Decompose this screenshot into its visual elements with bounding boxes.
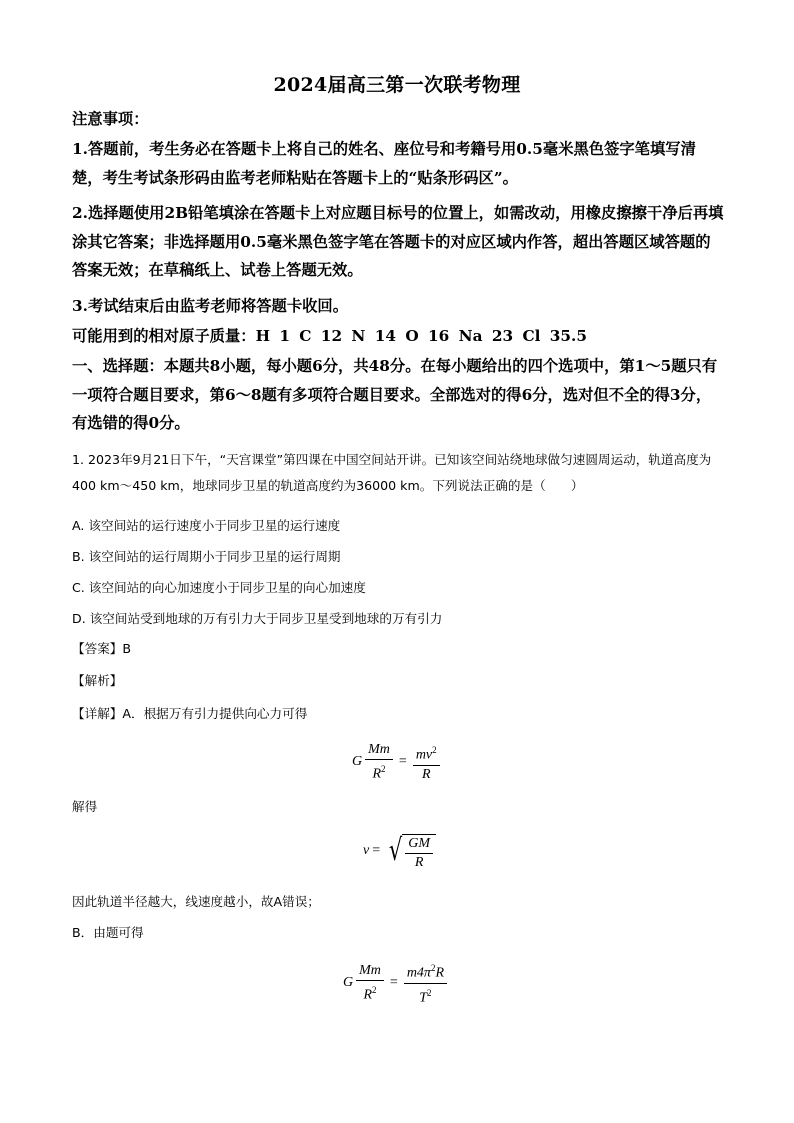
notice-item-3: 3.考试结束后由监考老师将答题卡收回。 <box>72 297 349 315</box>
b-intro: B．由题可得 <box>72 925 144 940</box>
formula-velocity <box>363 830 436 872</box>
formula-symbol: G <box>352 754 363 770</box>
fraction-denominator: R <box>414 855 424 870</box>
fraction-numerator: $mv^2$ <box>413 742 440 766</box>
section-heading-choice: 一、选择题：本题共8小题，每小题6分，共48分。在每小题给出的四个选项中，第1～5题只有一项符合题目要求，第6～8题有多项符合题目要求。全部选对的得6分，选对但不全的得3分，有选错的得0分。 <box>72 357 718 432</box>
fraction-denominator: $T^2$ <box>419 987 432 1006</box>
notice-item-1: 1.答题前，考生务必在答题卡上将自己的姓名、座位号和考籍号用0.5毫米黑色签字笔填写清楚，考生考试条形码由监考老师粘贴在答题卡上的“贴条形码区”。 <box>72 140 696 187</box>
formula-symbol: G <box>343 975 354 991</box>
notice-item-2: 2.选择题使用2B铅笔填涂在答题卡上对应题目标号的位置上，如需改动，用橡皮擦擦干净后再填涂其它答案；非选择题用0.5毫米黑色签字笔在答题卡的对应区域内作答，超出答题区域答题的答案无效；在草稿纸上、试卷上答题无效。 <box>72 204 724 279</box>
option-d: D. 该空间站受到地球的万有引力大于同步卫星受到地球的万有引力 <box>72 611 443 626</box>
formula-symbol: v <box>363 843 370 858</box>
answer-label: 【答案】B <box>72 641 132 656</box>
fraction-denominator: $R^2$ <box>363 984 377 1003</box>
fraction-denominator: R <box>421 766 431 782</box>
option-a: A. 该空间站的运行速度小于同步卫星的运行速度 <box>72 518 341 533</box>
formula-fraction <box>404 960 447 1006</box>
page-title: 2024届高三第一次联考物理 <box>273 74 521 96</box>
formula-fraction <box>413 742 440 783</box>
detail-text: 【详解】A．根据万有引力提供向心力可得 <box>72 706 308 721</box>
fraction-numerator: Mm <box>356 963 384 981</box>
formula-period <box>343 960 450 1006</box>
formula-fraction <box>365 742 393 783</box>
formula-gravity-centripetal <box>352 742 443 783</box>
analysis-heading: 【解析】 <box>72 673 123 688</box>
equals-sign: = <box>398 754 407 770</box>
solve-label: 解得 <box>72 799 98 814</box>
formula-fraction <box>356 963 384 1004</box>
fraction-numerator: $m4\pi^2R$ <box>404 960 447 984</box>
question-1-stem: 1. 2023年9月21日下午，“天宫课堂”第四课在中国空间站开讲。已知该空间站绕地球做匀速圆周运动，轨道高度为400 km～450 km，地球同步卫星的轨道高度约为36000 km。下列说法正确的是（ ） <box>72 452 712 493</box>
radicand <box>402 834 436 872</box>
fraction-denominator: $R^2$ <box>372 764 386 782</box>
formula-fraction <box>405 836 433 871</box>
notice-heading: 注意事项： <box>72 110 149 128</box>
option-c: C. 该空间站的向心加速度小于同步卫星的向心加速度 <box>72 580 366 595</box>
square-root <box>386 830 436 872</box>
equals-sign: = <box>372 843 381 858</box>
fraction-numerator: GM <box>405 836 433 854</box>
option-b: B. 该空间站的运行周期小于同步卫星的运行周期 <box>72 549 341 564</box>
fraction-numerator: Mm <box>365 742 393 760</box>
radical-sign-icon: √ <box>388 833 403 868</box>
conclusion-a: 因此轨道半径越大，线速度越小，故A错误； <box>72 894 320 909</box>
atomic-masses: 可能用到的相对原子质量：H 1 C 12 N 14 O 16 Na 23 Cl 35.5 <box>72 327 588 345</box>
equals-sign: = <box>389 975 398 991</box>
